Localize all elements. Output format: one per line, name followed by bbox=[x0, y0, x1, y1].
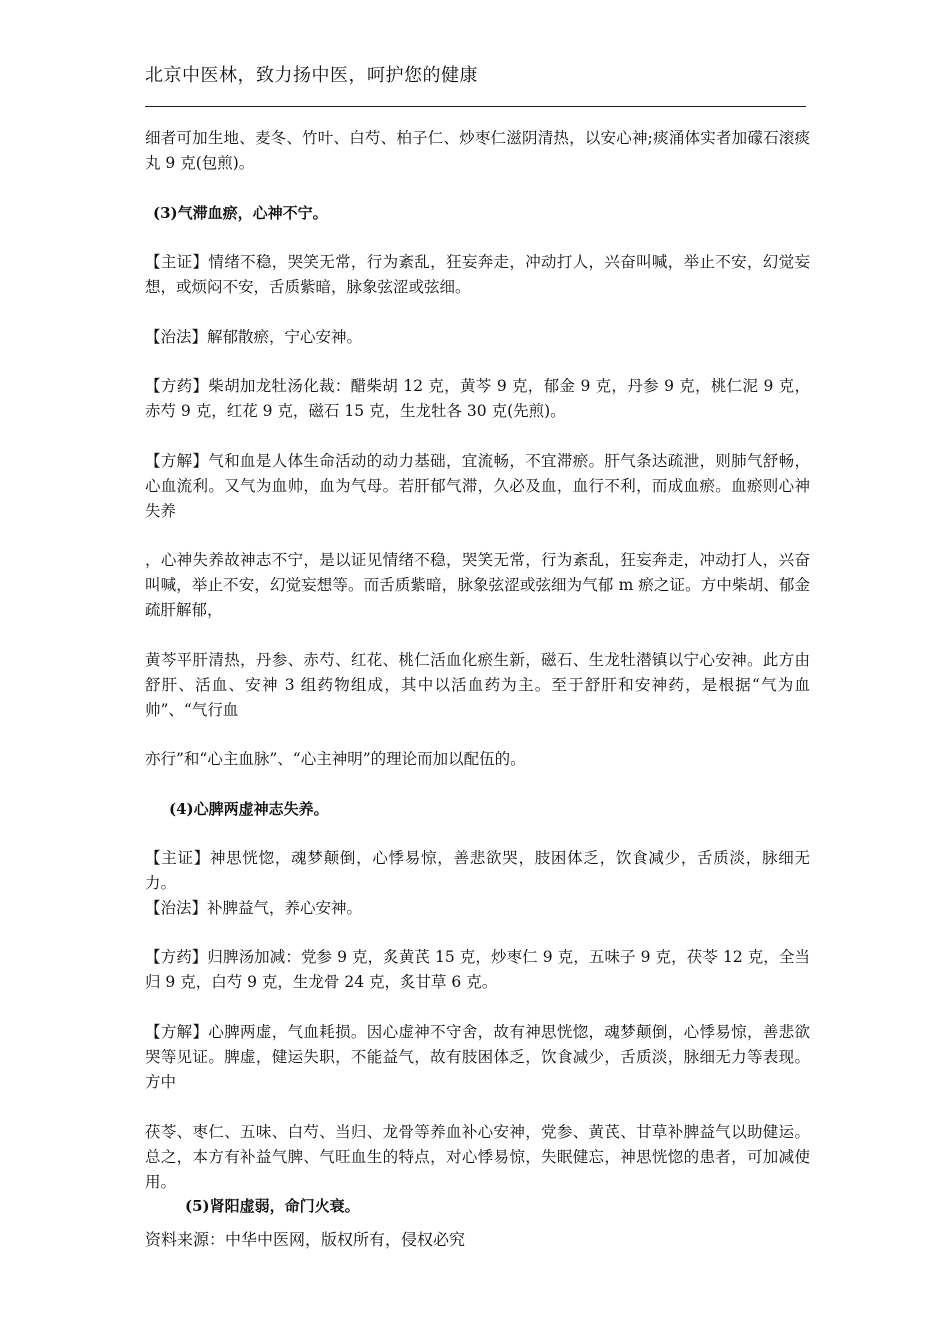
section-heading-3: (3)气滞血瘀，心神不宁。 bbox=[153, 204, 328, 222]
paragraph-fangyao-4: 【方药】归脾汤加减：党参 9 克，炙黄芪 15 克，炒枣仁 9 克，五味子 9 克，茯苓 12 克，全当归 9 克，白芍 9 克，生龙骨 24 克，炙甘草 6 克。 bbox=[145, 948, 810, 991]
paragraph-fangjie-4a: 【方解】心脾两虚，气血耗损。因心虚神不守舍，故有神思恍惚，魂梦颠倒，心悸易惊，善悲欲哭等见证。脾虚，健运失职，不能益气，故有肢困体乏，饮食减少，舌质淡，脉细无力等表现。方中 bbox=[145, 1023, 810, 1091]
paragraph-continuation: 细者可加生地、麦冬、竹叶、白芍、柏子仁、炒枣仁滋阴清热，以安心神;痰涌体实者加礞石滚痰丸 9 克(包煎)。 bbox=[145, 129, 810, 172]
section-heading-5: (5)肾阳虚弱，命门火衰。 bbox=[185, 1197, 360, 1215]
paragraph-fangjie-3b: ，心神失养故神志不宁，是以证见情绪不稳，哭笑无常，行为紊乱，狂妄奔走，冲动打人，兴奋叫喊，举止不安，幻觉妄想等。而舌质紫暗，脉象弦涩或弦细为气郁 m 瘀之证。方中柴胡、郁金疏肝解郁， bbox=[145, 551, 810, 619]
header-divider bbox=[145, 106, 806, 107]
section-heading-4: (4)心脾两虚神志失养。 bbox=[169, 800, 329, 818]
paragraph-fangjie-3a: 【方解】气和血是人体生命活动的动力基础，宜流畅，不宜滞瘀。肝气条达疏泄，则肺气舒畅，心血流利。又气为血帅，血为气母。若肝郁气滞，久必及血，血行不利，而成血瘀。血瘀则心神失养 bbox=[145, 452, 810, 520]
page-header: 北京中医林，致力扬中医，呵护您的健康 bbox=[145, 65, 478, 86]
document-page bbox=[145, 0, 810, 1344]
paragraph-zhifa-4: 【治法】补脾益气，养心安神。 bbox=[145, 899, 363, 917]
paragraph-zhuzheng-4: 【主证】神思恍惚，魂梦颠倒，心悸易惊，善悲欲哭，肢困体乏，饮食减少，舌质淡，脉细无力。 bbox=[145, 849, 810, 892]
paragraph-zhifa-3: 【治法】解郁散瘀，宁心安神。 bbox=[145, 328, 363, 346]
paragraph-fangyao-3: 【方药】柴胡加龙牡汤化裁：醋柴胡 12 克，黄芩 9 克，郁金 9 克，丹参 9 克，桃仁泥 9 克，赤芍 9 克，红花 9 克，磁石 15 克，生龙牡各 30 克(先煎)。 bbox=[145, 377, 810, 420]
paragraph-fangjie-4b: 茯苓、枣仁、五味、白芍、当归、龙骨等养血补心安神，党参、黄芪、甘草补脾益气以助健运。总之，本方有补益气脾、气旺血生的特点，对心悸易惊，失眠健忘，神思恍惚的患者，可加减使用。 bbox=[145, 1123, 810, 1191]
paragraph-fangjie-3d: 亦行”和“心主血脉”、“心主神明”的理论而加以配伍的。 bbox=[145, 750, 526, 768]
paragraph-fangjie-3c: 黄芩平肝清热，丹参、赤芍、红花、桃仁活血化瘀生新，磁石、生龙牡潜镇以宁心安神。此方由舒肝、活血、安神 3 组药物组成，其中以活血药为主。至于舒肝和安神药，是根据“气为血帅”、“气行血 bbox=[145, 651, 810, 719]
page-footer-source: 资料来源：中华中医网，版权所有，侵权必究 bbox=[145, 1230, 466, 1249]
paragraph-zhuzheng-3: 【主证】情绪不稳，哭笑无常，行为紊乱，狂妄奔走，冲动打人，兴奋叫喊，举止不安，幻觉妄想，或烦闷不安，舌质紫暗，脉象弦涩或弦细。 bbox=[145, 253, 810, 296]
